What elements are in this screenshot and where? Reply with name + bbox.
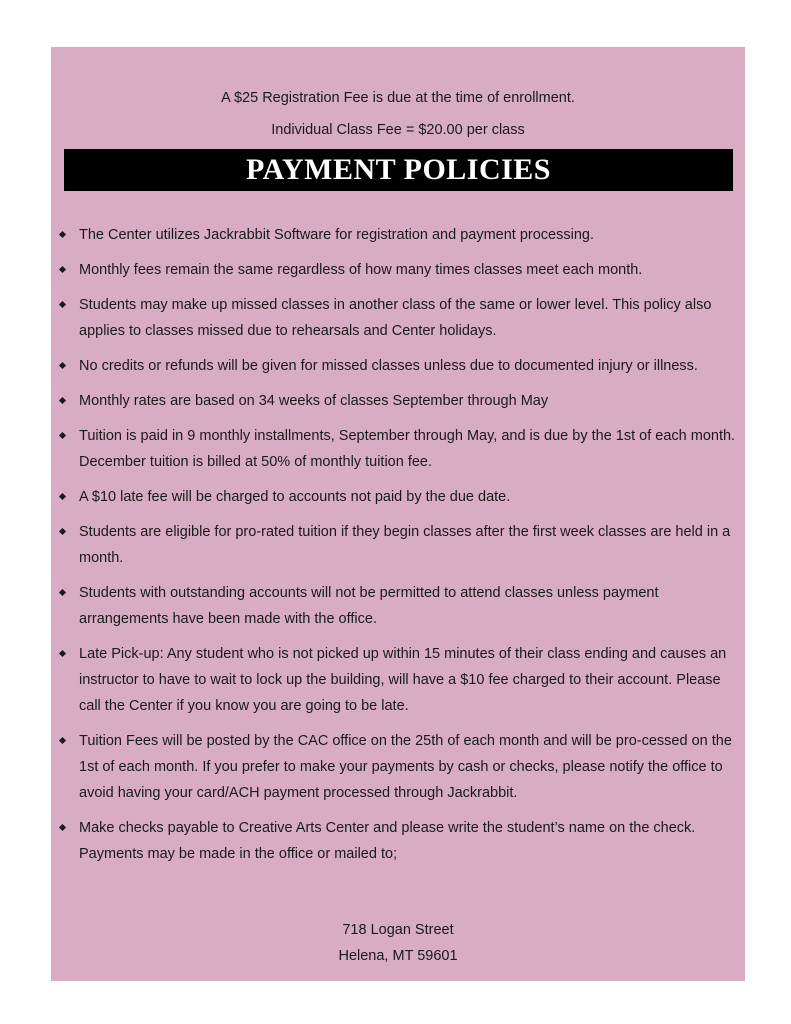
diamond-bullet-icon (59, 589, 66, 596)
diamond-bullet-icon (59, 528, 66, 535)
policy-text: The Center utilizes Jackrabbit Software for registration and payment processing. (79, 227, 594, 243)
policy-list (51, 222, 745, 876)
policy-text: Students with outstanding accounts will not be permitted to attend classes unless payment arrangements have been made with the office. (79, 585, 659, 627)
policy-text: Tuition is paid in 9 monthly installments, September through May, and is due by the 1st of each month. December tuition is billed at 50% of monthly tuition fee. (79, 428, 736, 470)
class-fee-line: Individual Class Fee = $20.00 per class (271, 122, 525, 138)
diamond-bullet-icon (59, 650, 66, 657)
policy-text: Students may make up missed classes in another class of the same or lower level. This policy also applies to classes missed due to rehearsals and Center holidays. (79, 297, 712, 339)
policy-text: Make checks payable to Creative Arts Center and please write the student’s name on the check. Payments may be made in the office or mailed to; (79, 820, 696, 862)
policy-item (51, 423, 745, 475)
policy-item (51, 292, 745, 344)
address-city-state-zip: Helena, MT 59601 (338, 948, 458, 964)
policy-text: Monthly rates are based on 34 weeks of classes September through May (79, 393, 549, 409)
policy-text: No credits or refunds will be given for missed classes unless due to documented injury or illness. (79, 358, 698, 374)
diamond-bullet-icon (59, 231, 66, 238)
diamond-bullet-icon (59, 432, 66, 439)
policy-item (51, 519, 745, 571)
payment-policies-panel (51, 47, 745, 981)
diamond-bullet-icon (59, 266, 66, 273)
policy-item (51, 641, 745, 719)
diamond-bullet-icon (59, 362, 66, 369)
policy-text: Tuition Fees will be posted by the CAC office on the 25th of each month and will be pro-cessed on the 1st of each month. If you prefer to make your payments by cash or checks, please notify the office to avoid having your card/ACH payment processed through Jackrabbit. (79, 733, 732, 801)
diamond-bullet-icon (59, 737, 66, 744)
policy-item (51, 257, 745, 283)
policy-item (51, 353, 745, 379)
policy-text: A $10 late fee will be charged to accounts not paid by the due date. (79, 489, 511, 505)
policy-item (51, 815, 745, 867)
address-street: 718 Logan Street (342, 922, 454, 938)
diamond-bullet-icon (59, 397, 66, 404)
registration-fee-line: A $25 Registration Fee is due at the time of enrollment. (221, 90, 575, 106)
policy-item (51, 222, 745, 248)
policy-text: Monthly fees remain the same regardless of how many times classes meet each month. (79, 262, 643, 278)
page-title: PAYMENT POLICIES (64, 149, 733, 191)
policy-item (51, 580, 745, 632)
policy-item (51, 388, 745, 414)
policy-item (51, 484, 745, 510)
diamond-bullet-icon (59, 493, 66, 500)
policy-text: Students are eligible for pro-rated tuition if they begin classes after the first week classes are held in a month. (79, 524, 731, 566)
policy-text: Late Pick-up: Any student who is not picked up within 15 minutes of their class ending and causes an instructor to have to wait to lock up the building, will have a $10 fee charged to their account. Please call the Center if you know you are going to be late. (79, 646, 727, 714)
policy-item (51, 728, 745, 806)
diamond-bullet-icon (59, 301, 66, 308)
diamond-bullet-icon (59, 824, 66, 831)
